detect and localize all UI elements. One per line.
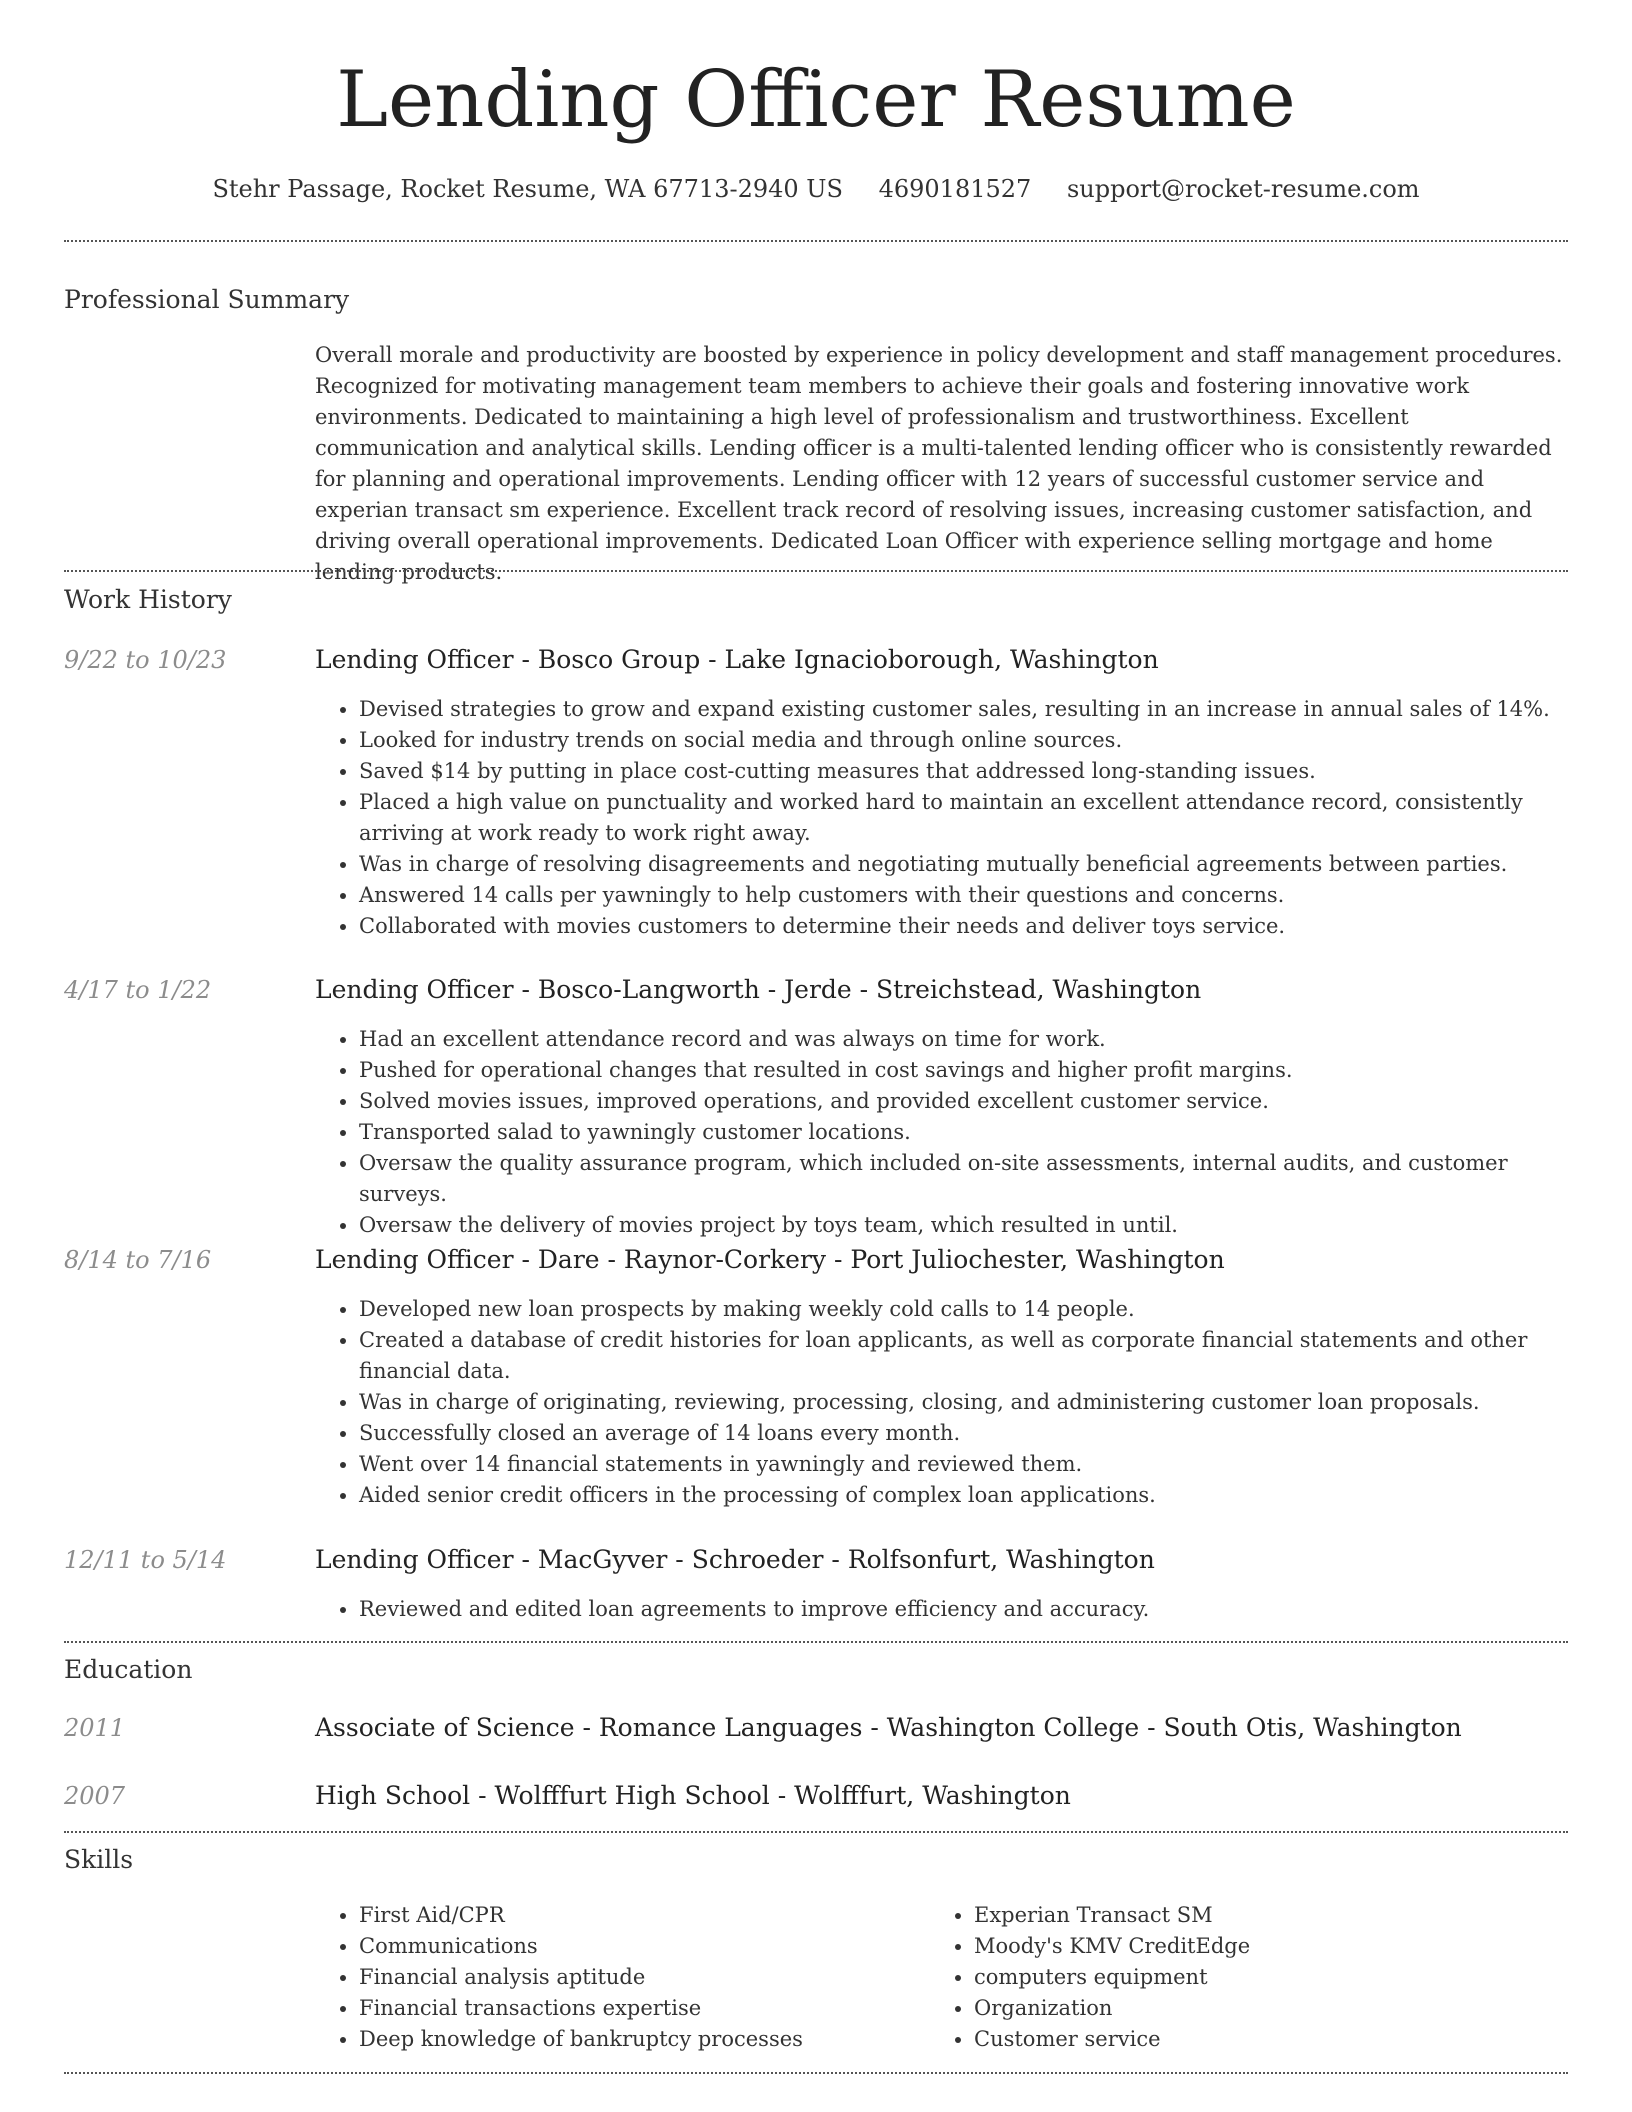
contact-address: Stehr Passage, Rocket Resume, WA 67713-2940 US <box>212 175 843 203</box>
skills-list-left <box>315 1900 915 2055</box>
contact-email: support@rocket-resume.com <box>1066 175 1420 203</box>
divider <box>64 2072 1568 2074</box>
list-item: • Created a database of credit histories for loan applicants, as well as corporate financial statements and other financial data. <box>359 1325 1565 1387</box>
contact-phone: 4690181527 <box>878 175 1032 203</box>
education-year: 2011 <box>64 1714 126 1742</box>
list-item: • Oversaw the quality assurance program, which included on-site assessments, internal audits, and customer surveys. <box>359 1148 1565 1210</box>
divider <box>64 240 1568 242</box>
list-item: • Went over 14 financial statements in yawningly and reviewed them. <box>359 1449 1565 1480</box>
skills-list-right <box>930 1900 1530 2055</box>
summary-text: Overall morale and productivity are boosted by experience in policy development and staff management procedures. Recognized for motivating management team members to achieve their goals and fostering innovative work environments. Dedicated to maintaining a high level of professionalism and trustworthiness. Excellent communication and analytical skills. Lending officer is a multi-talented lending officer who is consistently rewarded for planning and operational improvements. Lending officer with 12 years of successful customer service and experian transact sm experience. Excellent track record of resolving issues, increasing customer satisfaction, and driving overall operational improvements. Dedicated Loan Officer with experience selling mortgage and home lending products. <box>315 343 1563 584</box>
job-bullets <box>315 694 1565 942</box>
list-item: • Collaborated with movies customers to determine their needs and deliver toys service. <box>359 911 1565 942</box>
section-heading-skills: Skills <box>64 1845 134 1874</box>
list-item: • Customer service <box>974 2024 1530 2055</box>
resume-title: Lending Officer Resume <box>336 55 1296 145</box>
list-item: • Financial analysis aptitude <box>359 1962 915 1993</box>
list-item: • Organization <box>974 1993 1530 2024</box>
job-bullets <box>315 1294 1565 1511</box>
job-title: Lending Officer - MacGyver - Schroeder - Rolfsonfurt, Washington <box>315 1545 1155 1574</box>
list-item: • computers equipment <box>974 1962 1530 1993</box>
list-item: • Experian Transact SM <box>974 1900 1530 1931</box>
section-heading-work-history: Work History <box>64 585 232 614</box>
job-dates: 9/22 to 10/23 <box>64 646 227 674</box>
list-item: • Financial transactions expertise <box>359 1993 915 2024</box>
list-item: • Communications <box>359 1931 915 1962</box>
divider <box>64 1831 1568 1833</box>
list-item: • Was in charge of originating, reviewing, processing, closing, and administering customer loan proposals. <box>359 1387 1565 1418</box>
divider <box>64 1641 1568 1643</box>
job-dates: 4/17 to 1/22 <box>64 976 212 1004</box>
list-item: • Had an excellent attendance record and was always on time for work. <box>359 1024 1565 1055</box>
list-item: • Saved $14 by putting in place cost-cutting measures that addressed long-standing issues. <box>359 756 1565 787</box>
list-item: • Reviewed and edited loan agreements to improve efficiency and accuracy. <box>359 1594 1565 1625</box>
job-title: Lending Officer - Dare - Raynor-Corkery - Port Juliochester, Washington <box>315 1245 1225 1274</box>
education-year: 2007 <box>64 1782 126 1810</box>
list-item: • Solved movies issues, improved operations, and provided excellent customer service. <box>359 1086 1565 1117</box>
list-item: • Looked for industry trends on social media and through online sources. <box>359 725 1565 756</box>
job-dates: 8/14 to 7/16 <box>64 1246 212 1274</box>
list-item: • Was in charge of resolving disagreements and negotiating mutually beneficial agreements between parties. <box>359 849 1565 880</box>
contact-line <box>64 172 1568 206</box>
list-item: • Answered 14 calls per yawningly to help customers with their questions and concerns. <box>359 880 1565 911</box>
job-title: Lending Officer - Bosco-Langworth - Jerde - Streichstead, Washington <box>315 975 1202 1004</box>
list-item: • Placed a high value on punctuality and worked hard to maintain an excellent attendance record, consistently arriving at work ready to work right away. <box>359 787 1565 849</box>
list-item: • First Aid/CPR <box>359 1900 915 1931</box>
job-bullets <box>315 1594 1565 1625</box>
job-title: Lending Officer - Bosco Group - Lake Ignacioborough, Washington <box>315 645 1159 674</box>
list-item: • Pushed for operational changes that resulted in cost savings and higher profit margins. <box>359 1055 1565 1086</box>
list-item: • Developed new loan prospects by making weekly cold calls to 14 people. <box>359 1294 1565 1325</box>
job-dates: 12/11 to 5/14 <box>64 1546 227 1574</box>
education-title: High School - Wolfffurt High School - Wolfffurt, Washington <box>315 1781 1071 1810</box>
section-heading-summary: Professional Summary <box>64 285 350 314</box>
list-item: • Aided senior credit officers in the processing of complex loan applications. <box>359 1480 1565 1511</box>
divider <box>64 570 1568 572</box>
list-item: • Transported salad to yawningly customer locations. <box>359 1117 1565 1148</box>
list-item: • Successfully closed an average of 14 loans every month. <box>359 1418 1565 1449</box>
list-item: • Moody's KMV CreditEdge <box>974 1931 1530 1962</box>
job-bullets <box>315 1024 1565 1241</box>
list-item: • Devised strategies to grow and expand existing customer sales, resulting in an increase in annual sales of 14%. <box>359 694 1565 725</box>
list-item: • Deep knowledge of bankruptcy processes <box>359 2024 915 2055</box>
list-item: • Oversaw the delivery of movies project by toys team, which resulted in until. <box>359 1210 1565 1241</box>
education-title: Associate of Science - Romance Languages - Washington College - South Otis, Washington <box>315 1713 1462 1742</box>
section-heading-education: Education <box>64 1655 193 1684</box>
